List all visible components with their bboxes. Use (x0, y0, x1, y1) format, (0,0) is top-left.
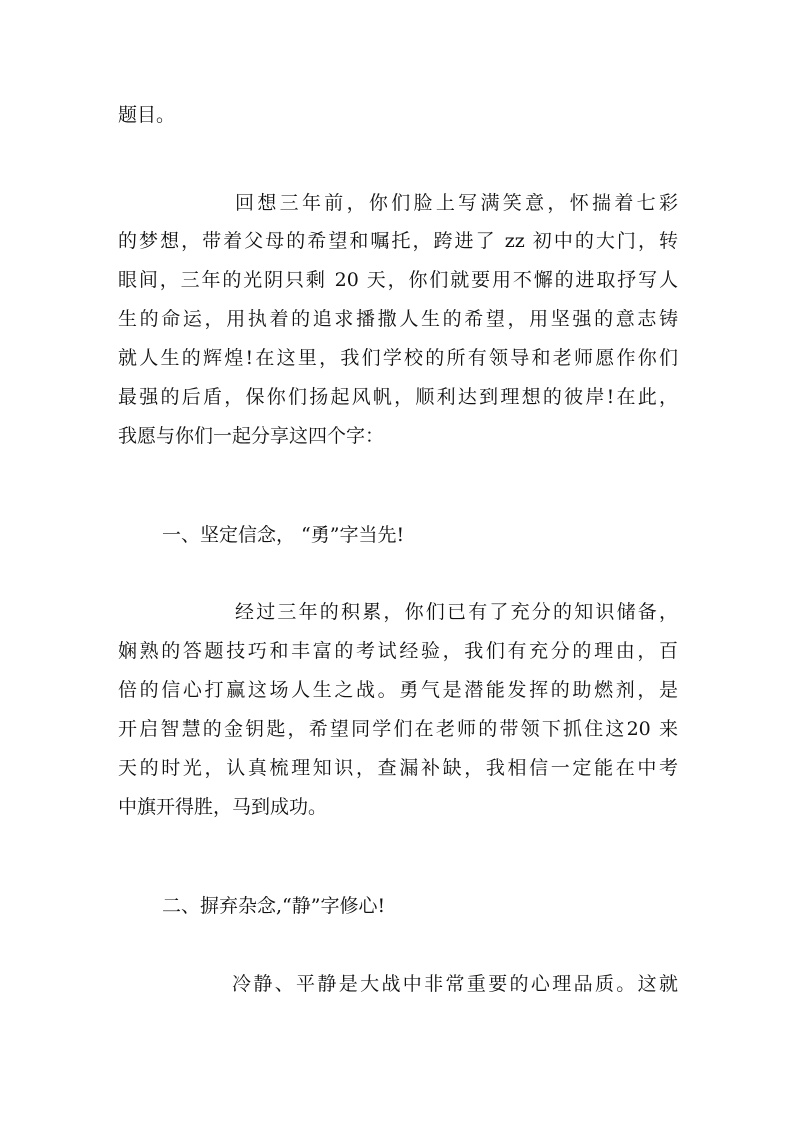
paragraph-line: 娴熟的答题技巧和丰富的考试经验，我们有充分的理由，百 (118, 640, 678, 662)
paragraph-line: 中旗开得胜，马到成功。 (118, 796, 328, 818)
paragraph-line: 天的时光，认真梳理知识，查漏补缺，我相信一定能在中考 (118, 757, 678, 779)
paragraph-line: 冷静、平静是大战中非常重要的心理品质。这就 (232, 973, 678, 995)
paragraph-line: 眼间，三年的光阴只剩 20 天，你们就要用不懈的进取抒写人 (118, 269, 678, 291)
paragraph-line: 最强的后盾，保你们扬起风帆，顺利达到理想的彼岸!在此， (118, 386, 678, 408)
section-heading: 二、摒弃杂念,“静”字修心! (162, 895, 386, 917)
paragraph-line: 经过三年的积累，你们已有了充分的知识储备， (235, 601, 678, 623)
paragraph-line: 的梦想，带着父母的希望和嘱托，跨进了 zz 初中的大门，转 (118, 230, 678, 252)
paragraph-line: 回想三年前，你们脸上写满笑意，怀揣着七彩 (235, 192, 678, 214)
paragraph-line: 生的命运，用执着的追求播撒人生的希望，用坚强的意志铸 (118, 308, 678, 330)
paragraph-line: 就人生的辉煌!在这里，我们学校的所有领导和老师愿作你们 (118, 347, 678, 369)
paragraph-line: 开启智慧的金钥匙，希望同学们在老师的带领下抓住这20 来 (118, 718, 678, 740)
paragraph-line: 倍的信心打赢这场人生之战。勇气是潜能发挥的助燃剂，是 (118, 679, 678, 701)
section-heading: 一、坚定信念， “勇”字当先! (162, 524, 405, 546)
paragraph-line: 我愿与你们一起分享这四个字： (118, 425, 385, 447)
paragraph-line: 题目。 (118, 104, 176, 126)
